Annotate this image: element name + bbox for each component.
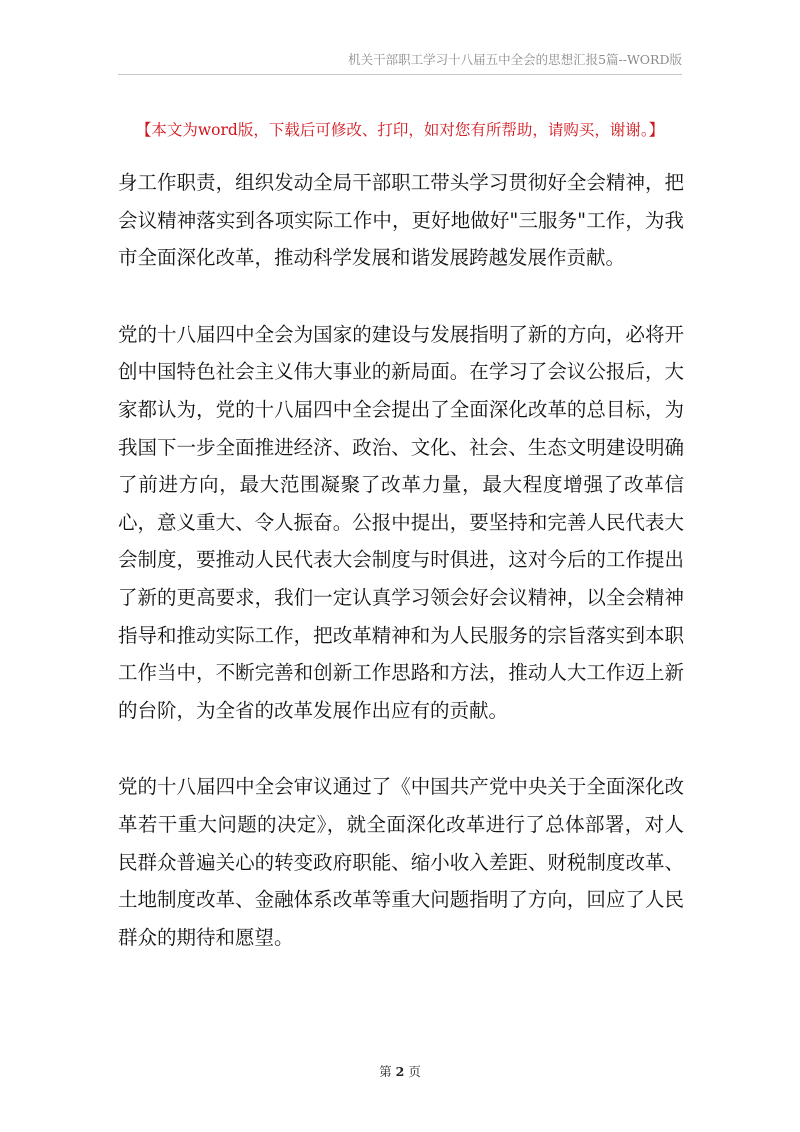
paragraph-2: 党的十八届四中全会为国家的建设与发展指明了新的方向，必将开创中国特色社会主义伟大事业的新局面。在学习了会议公报后，大家都认为，党的十八届四中全会提出了全面深化改革的总目标，为我国下一步全面推进经济、政治、文化、社会、生态文明建设明确了前进方向，最大范围凝聚了改革力量，最大程度增强了改革信心，意义重大、令人振奋。公报中提出，要坚持和完善人民代表大会制度，要推动人民代表大会制度与时俱进，这对今后的工作提出了新的更高要求，我们一定认真学习领会好会议精神，以全会精神指导和推动实际工作，把改革精神和为人民服务的宗旨落实到本职工作当中，不断完善和创新工作思路和方法，推动人大工作迈上新的台阶，为全省的改革发展作出应有的贡献。	[118, 322, 684, 722]
paragraph-gap	[118, 729, 684, 768]
document-title: 机关干部职工学习十八届五中全会的思想汇报5篇--WORD版	[348, 52, 682, 67]
paragraph-gap	[118, 277, 684, 316]
paragraph-1: 身工作职责，组织发动全局干部职工带头学习贯彻好全会精神，把会议精神落实到各项实际工作中，更好地做好"三服务"工作，为我市全面深化改革，推动科学发展和谐发展跨越发展作贡献。	[118, 171, 684, 270]
page-suffix: 页	[408, 1064, 421, 1079]
paragraph-3: 党的十八届四中全会审议通过了《中国共产党中央关于全面深化改革若干重大问题的决定》，就全面深化改革进行了总体部署，对人民群众普遍关心的转变政府职能、缩小收入差距、财税制度改革、土地制度改革、金融体系改革等重大问题指明了方向，回应了人民群众的期待和愿望。	[118, 775, 684, 949]
download-notice: 【本文为word版，下载后可修改、打印，如对您有所帮助，请购买，谢谢。】	[135, 121, 665, 139]
page-prefix: 第	[379, 1064, 392, 1079]
page-footer	[0, 1062, 800, 1080]
page-number: 2	[395, 1064, 405, 1079]
document-body	[118, 164, 684, 956]
running-header	[118, 50, 682, 75]
